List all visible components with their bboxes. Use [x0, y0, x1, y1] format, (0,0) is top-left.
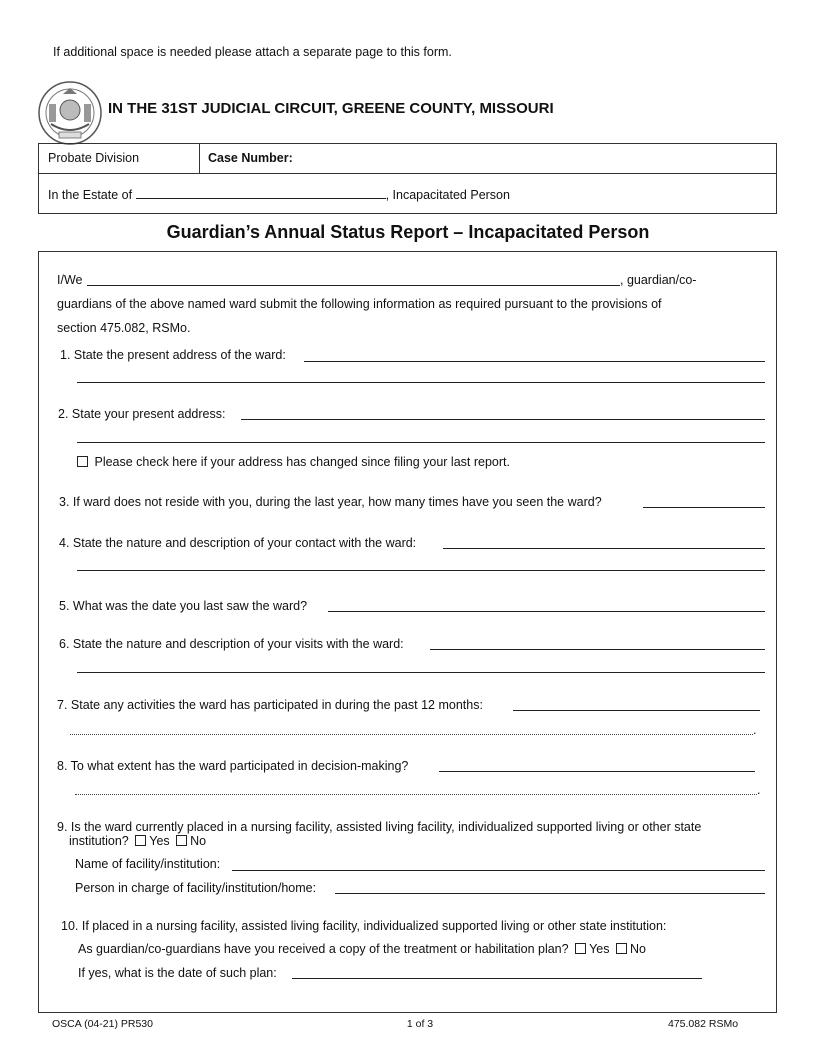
placed-no-checkbox[interactable]: [176, 835, 187, 846]
intro-guardian-suffix: , guardian/co-: [620, 273, 697, 287]
question-6: 6. State the nature and description of your visits with the ward:: [59, 637, 404, 651]
address-changed-row: [74, 455, 510, 469]
missouri-seal-icon: [37, 80, 103, 146]
ward-address-field-1[interactable]: [304, 361, 765, 362]
question-1: 1. State the present address of the ward:: [60, 348, 286, 362]
question-5: 5. What was the date you last saw the ward?: [59, 599, 308, 613]
question-9: 9. Is the ward currently placed in a nursing facility, assisted living facility, individualized supported living or other state: [57, 820, 702, 834]
question-9-choices: [69, 834, 206, 848]
facility-name-field[interactable]: [232, 870, 765, 871]
intro-line-2: guardians of the above named ward submit the following information as required pursuant to the provisions of: [57, 297, 662, 311]
estate-name-field[interactable]: [136, 187, 386, 199]
decision-making-field-1[interactable]: [439, 771, 755, 772]
decision-making-field-2[interactable]: [75, 794, 757, 795]
division-cell: Probate Division: [39, 144, 200, 173]
person-in-charge-field[interactable]: [335, 893, 765, 894]
facility-name-label: Name of facility/institution:: [75, 857, 221, 871]
footer-page-number: 1 of 3: [406, 1018, 434, 1030]
case-number-label: Case Number:: [208, 151, 293, 165]
plan-yes-checkbox[interactable]: [575, 943, 586, 954]
activities-field-1[interactable]: [513, 710, 760, 711]
contact-description-field-2[interactable]: [77, 570, 765, 571]
question-4: 4. State the nature and description of your contact with the ward:: [59, 536, 417, 550]
plan-question-row: [78, 942, 646, 956]
placed-yes-checkbox[interactable]: [135, 835, 146, 846]
form-title: Guardian’s Annual Status Report – Incapacitated Person: [166, 222, 650, 242]
case-header-table: [38, 143, 777, 214]
guardian-address-field-2[interactable]: [77, 442, 765, 443]
question-8: 8. To what extent has the ward participated in decision-making?: [57, 759, 409, 773]
intro-line-3: section 475.082, RSMo.: [57, 321, 191, 335]
visits-description-field-2[interactable]: [77, 672, 765, 673]
footer-statute: 475.082 RSMo: [668, 1018, 739, 1030]
question-10: 10. If placed in a nursing facility, assisted living facility, individualized supported living or other state institution:: [61, 919, 667, 933]
plan-yes-label: Yes: [589, 942, 610, 956]
last-visit-date-field[interactable]: [328, 611, 765, 612]
plan-question-label: As guardian/co-guardians have you received a copy of the treatment or habilitation plan?: [78, 942, 569, 956]
question-3: 3. If ward does not reside with you, during the last year, how many times have you seen the ward?: [59, 495, 602, 509]
footer-form-code: OSCA (04-21) PR530: [52, 1018, 153, 1030]
activities-field-2[interactable]: [70, 734, 753, 735]
placed-no-label: No: [190, 834, 207, 848]
question-2: 2. State your present address:: [58, 407, 226, 421]
guardian-name-field[interactable]: [87, 285, 620, 286]
plan-date-label: If yes, what is the date of such plan:: [78, 966, 277, 980]
visits-description-field-1[interactable]: [430, 649, 765, 650]
plan-date-field[interactable]: [292, 978, 702, 979]
address-changed-checkbox[interactable]: [77, 456, 88, 467]
form-body: [38, 251, 777, 1013]
address-changed-label: Please check here if your address has changed since filing your last report.: [94, 455, 510, 469]
plan-no-checkbox[interactable]: [616, 943, 627, 954]
visit-count-field[interactable]: [643, 507, 765, 508]
placed-yes-label: Yes: [149, 834, 170, 848]
attachment-note: If additional space is needed please attach a separate page to this form.: [53, 45, 452, 59]
guardian-address-field-1[interactable]: [241, 419, 765, 420]
question-9-institution-label: institution?: [69, 834, 129, 848]
plan-no-label: No: [629, 942, 646, 956]
person-in-charge-label: Person in charge of facility/institution/home:: [75, 881, 317, 895]
question-7: 7. State any activities the ward has participated in during the past 12 months:: [57, 698, 483, 712]
contact-description-field-1[interactable]: [443, 548, 765, 549]
intro-start: I/We: [57, 273, 83, 287]
ward-address-field-2[interactable]: [77, 382, 765, 383]
estate-line: In the Estate of , Incapacitated Person: [48, 188, 510, 202]
court-heading: IN THE 31ST JUDICIAL CIRCUIT, GREENE COUNTY, MISSOURI: [108, 100, 554, 117]
